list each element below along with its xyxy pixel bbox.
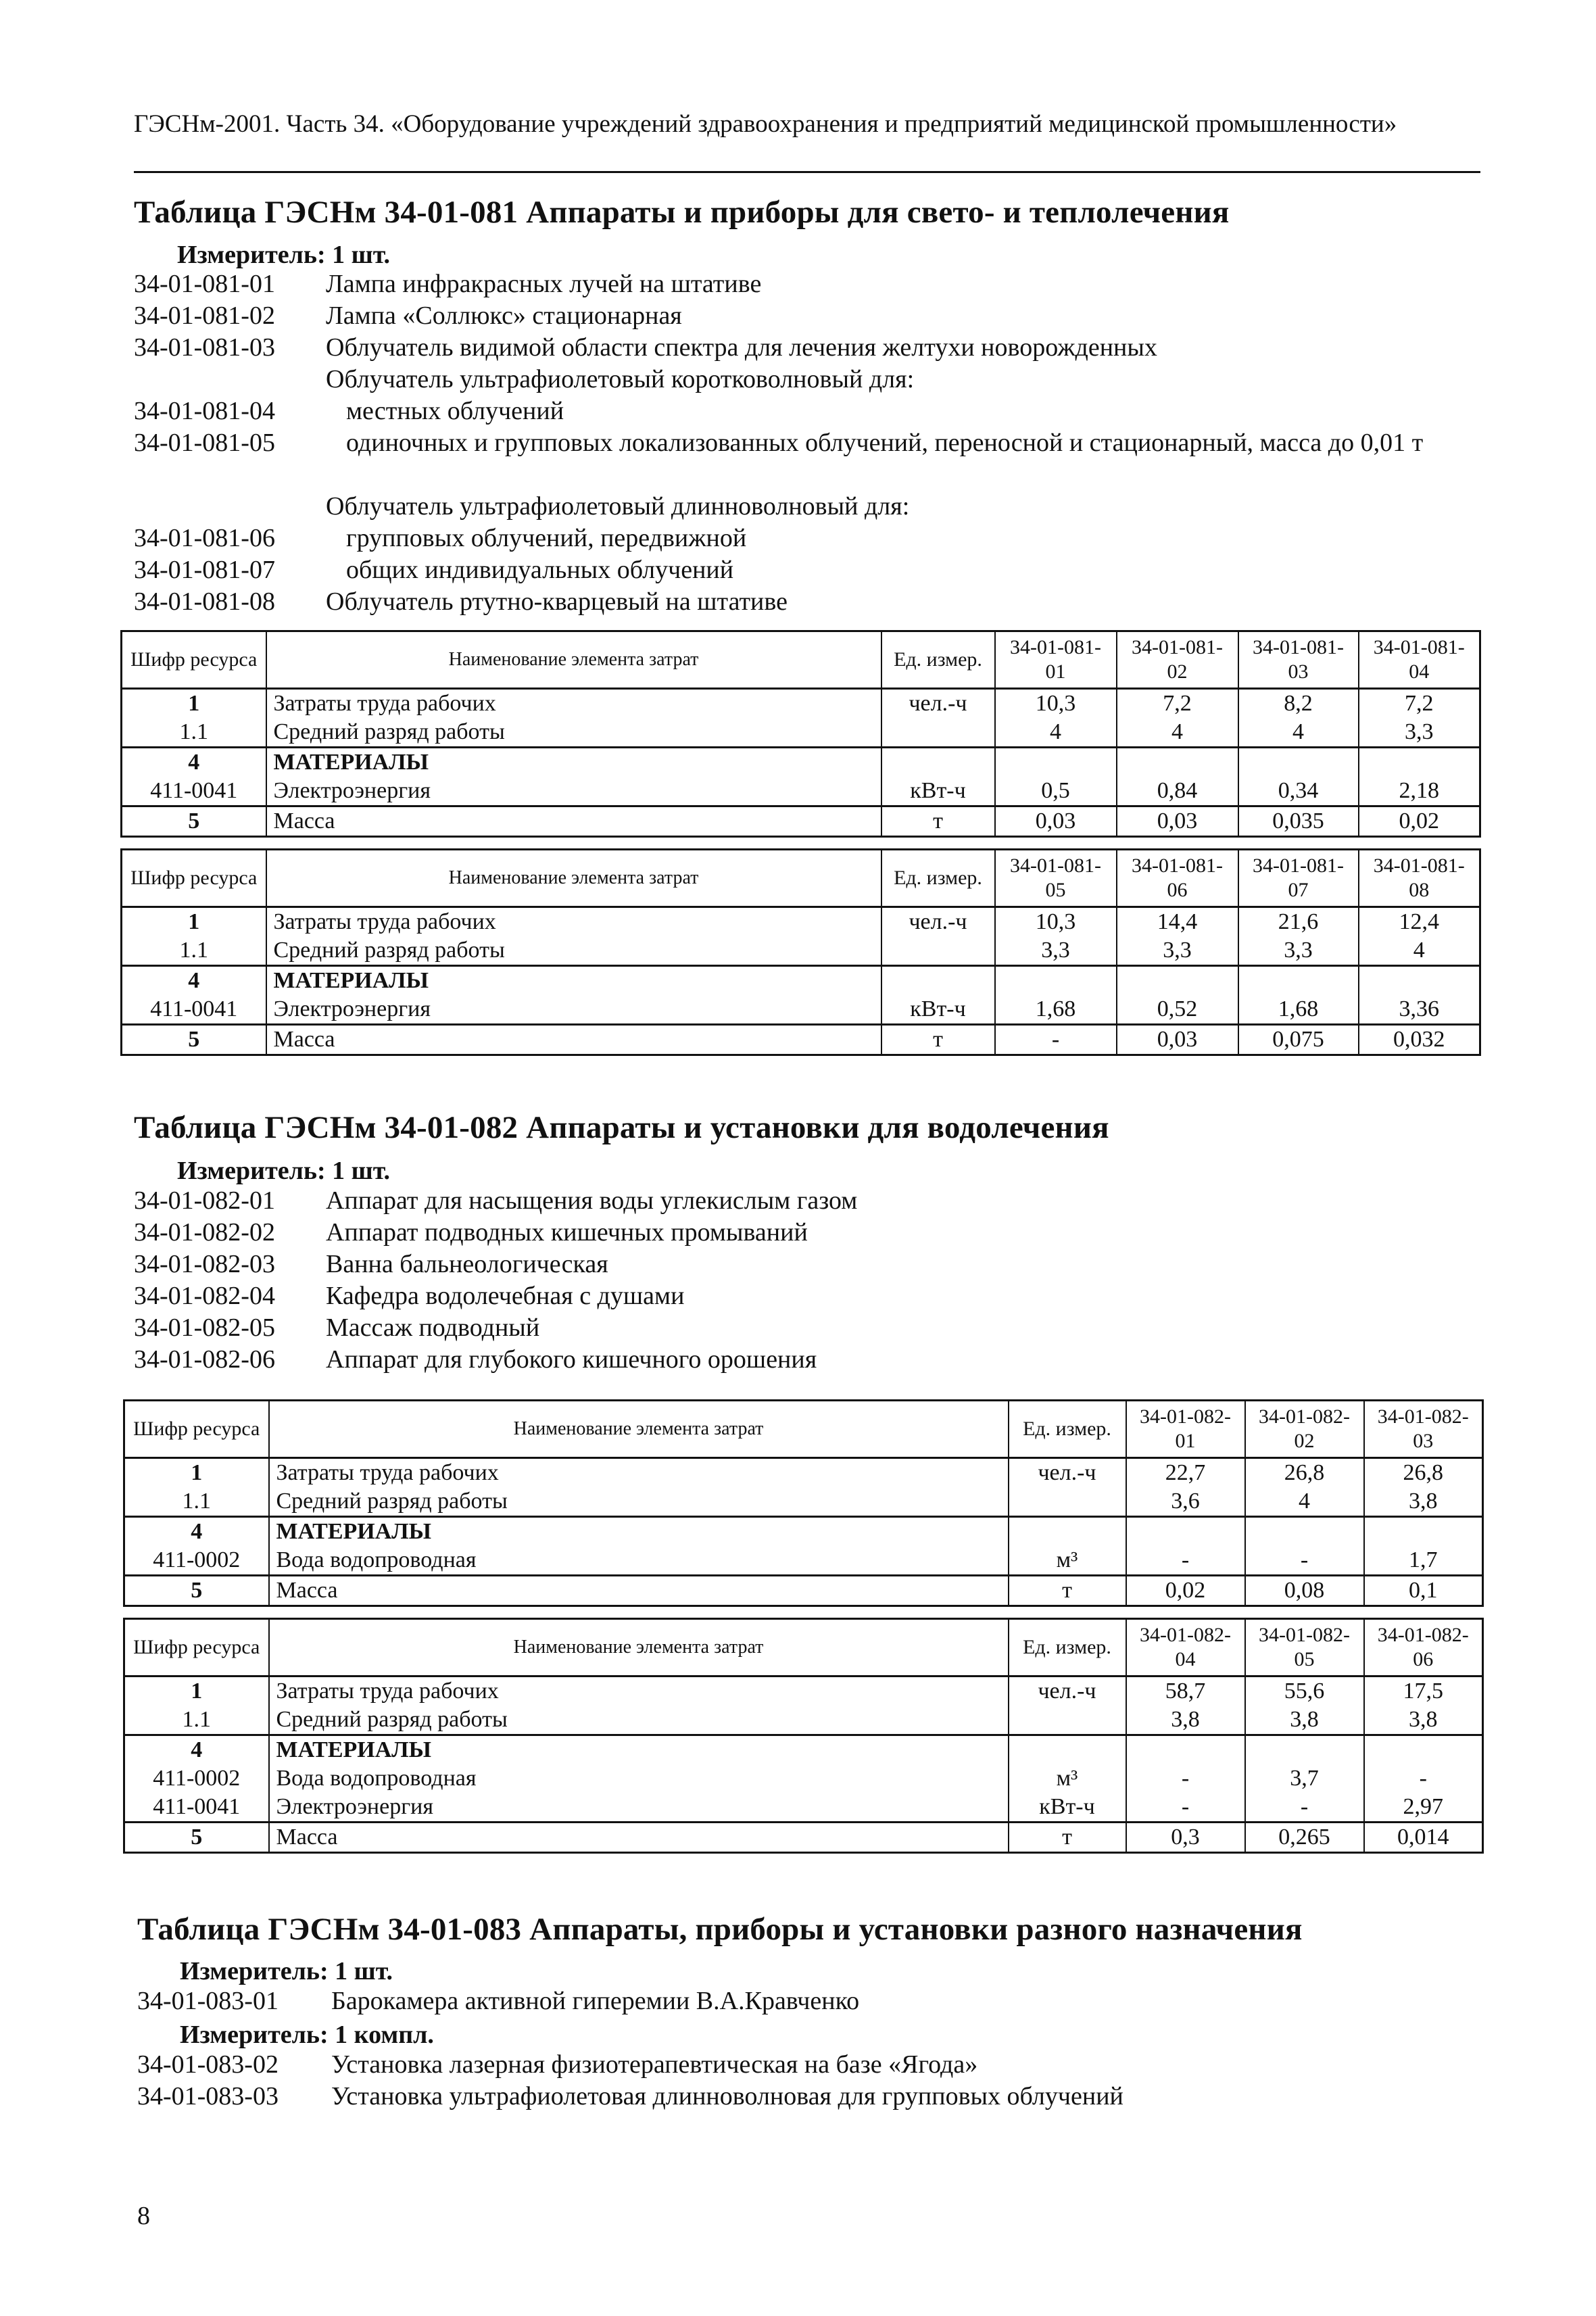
item-text: Лампа инфракрасных лучей на штативе [326, 270, 762, 298]
resource-table-082-b [123, 1618, 1484, 1854]
item-text: Кафедра водолечебная с душами [326, 1282, 685, 1310]
cell-code: 5 [124, 1576, 269, 1606]
table-row [122, 907, 1480, 937]
document-header: ГЭСНм-2001. Часть 34. «Оборудование учреждений здравоохранения и предприятий медицинской промышленности» [134, 110, 1397, 138]
table-row [122, 718, 1480, 748]
col-header-name: Наименование элемента затрат [269, 1619, 1009, 1676]
cell-value: - [1126, 1764, 1245, 1793]
cell-unit [881, 718, 995, 748]
cell-value: 10,3 [995, 689, 1117, 719]
col-header-unit: Ед. измер. [881, 631, 995, 689]
item-text: Установка ультрафиолетовая длинноволновая для групповых облучений [331, 2082, 1123, 2110]
cell-value [995, 966, 1117, 996]
cell-unit: т [1009, 1823, 1126, 1853]
cell-value: 58,7 [1126, 1676, 1245, 1706]
cell-code: 1.1 [124, 1487, 269, 1517]
cell-unit [881, 748, 995, 777]
col-header-norm: 34-01-082-04 [1126, 1619, 1245, 1676]
item-code: 34-01-082-01 [134, 1186, 275, 1215]
item-code: 34-01-082-03 [134, 1250, 275, 1278]
table-row [124, 1793, 1483, 1823]
item-code: 34-01-081-02 [134, 301, 275, 330]
cell-value: 4 [995, 718, 1117, 748]
cell-name: Затраты труда рабочих [266, 907, 881, 937]
cell-name: МАТЕРИАЛЫ [266, 966, 881, 996]
cell-unit: м³ [1009, 1546, 1126, 1576]
cell-value [1126, 1517, 1245, 1547]
col-header-norm: 34-01-081-03 [1238, 631, 1359, 689]
cell-value: 0,265 [1245, 1823, 1364, 1853]
col-header-norm: 34-01-081-05 [995, 850, 1117, 907]
item-text: Облучатель ртутно-кварцевый на штативе [326, 587, 788, 616]
cell-value: 0,035 [1238, 806, 1359, 837]
col-header-norm: 34-01-082-05 [1245, 1619, 1364, 1676]
table-row [124, 1764, 1483, 1793]
cell-value: 0,03 [1117, 806, 1238, 837]
cell-code: 411-0002 [124, 1546, 269, 1576]
col-header-norm: 34-01-081-04 [1359, 631, 1480, 689]
table-row [124, 1735, 1483, 1765]
cell-value: 26,8 [1245, 1458, 1364, 1488]
cell-value: 26,8 [1364, 1458, 1483, 1488]
cell-value: 3,3 [995, 936, 1117, 966]
col-header-code: Шифр ресурса [124, 1619, 269, 1676]
cell-unit: кВт-ч [1009, 1793, 1126, 1823]
cell-value: 7,2 [1359, 689, 1480, 719]
table-row [122, 1025, 1480, 1055]
table-row [124, 1676, 1483, 1706]
cell-value: 17,5 [1364, 1676, 1483, 1706]
cell-name: Затраты труда рабочих [269, 1676, 1009, 1706]
cell-value [995, 748, 1117, 777]
cell-value: 21,6 [1238, 907, 1359, 937]
cell-value: 7,2 [1117, 689, 1238, 719]
cell-value: 0,84 [1117, 777, 1238, 806]
col-header-norm: 34-01-081-01 [995, 631, 1117, 689]
cell-value [1238, 748, 1359, 777]
cell-value: 12,4 [1359, 907, 1480, 937]
cell-value: 4 [1245, 1487, 1364, 1517]
table-row [124, 1823, 1483, 1853]
cell-value: 0,3 [1126, 1823, 1245, 1853]
cell-value: - [1364, 1764, 1483, 1793]
cell-code: 4 [124, 1517, 269, 1547]
item-text: общих индивидуальных облучений [346, 556, 734, 584]
cell-value: 2,97 [1364, 1793, 1483, 1823]
col-header-norm: 34-01-082-01 [1126, 1401, 1245, 1458]
cell-value [1117, 748, 1238, 777]
cell-unit [1009, 1735, 1126, 1765]
cell-code: 1.1 [122, 936, 266, 966]
cell-value: 0,08 [1245, 1576, 1364, 1606]
cell-value: - [1126, 1793, 1245, 1823]
cell-value: 1,7 [1364, 1546, 1483, 1576]
table-row [124, 1517, 1483, 1547]
cell-value: 0,34 [1238, 777, 1359, 806]
cell-value: - [1245, 1793, 1364, 1823]
resource-table-081-b [120, 848, 1481, 1056]
cell-value: 0,1 [1364, 1576, 1483, 1606]
col-header-code: Шифр ресурса [122, 631, 266, 689]
col-header-code: Шифр ресурса [122, 850, 266, 907]
cell-code: 5 [122, 806, 266, 837]
cell-value [1126, 1735, 1245, 1765]
cell-value: 3,3 [1117, 936, 1238, 966]
header-divider [134, 171, 1480, 173]
item-text: Аппарат подводных кишечных промываний [326, 1218, 808, 1247]
cell-unit [881, 966, 995, 996]
table-row [124, 1576, 1483, 1606]
cell-unit: чел.-ч [881, 689, 995, 719]
cell-code: 1.1 [122, 718, 266, 748]
cell-value [1364, 1517, 1483, 1547]
cell-unit: т [881, 806, 995, 837]
cell-name: Электроэнергия [266, 995, 881, 1025]
cell-value: 8,2 [1238, 689, 1359, 719]
item-code: 34-01-083-02 [137, 2050, 279, 2079]
cell-code: 1 [124, 1458, 269, 1488]
cell-value: 4 [1117, 718, 1238, 748]
cell-unit: кВт-ч [881, 777, 995, 806]
cell-unit [881, 936, 995, 966]
cell-value: 3,3 [1238, 936, 1359, 966]
table-082-title: Таблица ГЭСНм 34-01-082 Аппараты и установки для водолечения [134, 1110, 1109, 1145]
table-header-row [122, 850, 1480, 907]
cell-value: 2,18 [1359, 777, 1480, 806]
table-083-unit-sets: Измеритель: 1 компл. [180, 2021, 434, 2049]
item-text: групповых облучений, передвижной [346, 524, 747, 552]
item-text: Аппарат для глубокого кишечного орошения [326, 1345, 817, 1374]
table-081-title: Таблица ГЭСНм 34-01-081 Аппараты и приборы для свето- и теплолечения [134, 195, 1230, 230]
col-header-norm: 34-01-082-02 [1245, 1401, 1364, 1458]
cell-value: 3,8 [1364, 1706, 1483, 1735]
cell-unit: т [881, 1025, 995, 1055]
cell-value: - [1245, 1546, 1364, 1576]
table-081-unit: Измеритель: 1 шт. [177, 241, 391, 269]
item-code: 34-01-082-04 [134, 1282, 275, 1310]
cell-value [1245, 1517, 1364, 1547]
cell-name: Масса [266, 1025, 881, 1055]
cell-value: 4 [1238, 718, 1359, 748]
list-item [134, 427, 1459, 491]
cell-name: Вода водопроводная [269, 1764, 1009, 1793]
cell-value [1359, 748, 1480, 777]
item-group-heading: Облучатель ультрафиолетовый длинноволновый для: [326, 492, 910, 521]
cell-code: 4 [122, 966, 266, 996]
cell-code: 1.1 [124, 1706, 269, 1735]
cell-unit: чел.-ч [881, 907, 995, 937]
cell-code: 411-0041 [124, 1793, 269, 1823]
item-code: 34-01-081-01 [134, 270, 275, 298]
cell-value: 0,014 [1364, 1823, 1483, 1853]
col-header-norm: 34-01-081-06 [1117, 850, 1238, 907]
cell-value: 14,4 [1117, 907, 1238, 937]
item-code: 34-01-081-07 [134, 556, 275, 584]
item-text: Установка лазерная физиотерапевтическая на базе «Ягода» [331, 2050, 978, 2079]
cell-value: - [1126, 1546, 1245, 1576]
cell-value: 0,02 [1359, 806, 1480, 837]
cell-value: 10,3 [995, 907, 1117, 937]
cell-unit: т [1009, 1576, 1126, 1606]
item-code: 34-01-081-05 [134, 429, 275, 457]
table-header-row [124, 1401, 1483, 1458]
col-header-code: Шифр ресурса [124, 1401, 269, 1458]
item-code: 34-01-081-06 [134, 524, 275, 552]
col-header-norm: 34-01-082-06 [1364, 1619, 1483, 1676]
item-code: 34-01-081-04 [134, 397, 275, 425]
cell-value [1359, 966, 1480, 996]
cell-name: Средний разряд работы [266, 718, 881, 748]
cell-code: 1 [124, 1676, 269, 1706]
item-text: одиночных и групповых локализованных облучений, переносной и стационарный, масса до 0,01 т [346, 429, 1424, 457]
cell-value: 0,032 [1359, 1025, 1480, 1055]
table-row [124, 1546, 1483, 1576]
page-number: 8 [137, 2202, 150, 2230]
cell-code: 411-0002 [124, 1764, 269, 1793]
cell-name: МАТЕРИАЛЫ [269, 1735, 1009, 1765]
cell-code: 1 [122, 689, 266, 719]
cell-value: 4 [1359, 936, 1480, 966]
table-row [122, 936, 1480, 966]
item-code: 34-01-083-01 [137, 1987, 279, 2015]
cell-unit: кВт-ч [881, 995, 995, 1025]
table-row [124, 1458, 1483, 1488]
table-row [122, 995, 1480, 1025]
cell-name: Средний разряд работы [266, 936, 881, 966]
cell-value: 0,075 [1238, 1025, 1359, 1055]
cell-value: 0,02 [1126, 1576, 1245, 1606]
cell-value: 1,68 [995, 995, 1117, 1025]
cell-value: 3,8 [1126, 1706, 1245, 1735]
cell-code: 5 [124, 1823, 269, 1853]
cell-name: МАТЕРИАЛЫ [266, 748, 881, 777]
cell-value [1364, 1735, 1483, 1765]
cell-name: Средний разряд работы [269, 1706, 1009, 1735]
cell-code: 411-0041 [122, 995, 266, 1025]
item-text: Облучатель видимой области спектра для лечения желтухи новорожденных [326, 333, 1157, 362]
cell-value: 0,03 [995, 806, 1117, 837]
table-header-row [122, 631, 1480, 689]
cell-name: Средний разряд работы [269, 1487, 1009, 1517]
cell-name: Масса [266, 806, 881, 837]
item-text: местных облучений [346, 397, 564, 425]
cell-unit [1009, 1517, 1126, 1547]
cell-value: - [995, 1025, 1117, 1055]
cell-value: 0,5 [995, 777, 1117, 806]
item-code: 34-01-081-03 [134, 333, 275, 362]
cell-value: 0,03 [1117, 1025, 1238, 1055]
resource-table-081-a [120, 630, 1481, 838]
item-group-heading: Облучатель ультрафиолетовый коротковолновый для: [326, 365, 915, 393]
cell-name: Затраты труда рабочих [266, 689, 881, 719]
table-row [124, 1706, 1483, 1735]
col-header-norm: 34-01-081-08 [1359, 850, 1480, 907]
cell-code: 4 [124, 1735, 269, 1765]
cell-value [1245, 1735, 1364, 1765]
cell-value [1117, 966, 1238, 996]
cell-name: Масса [269, 1823, 1009, 1853]
cell-unit: чел.-ч [1009, 1458, 1126, 1488]
cell-value: 22,7 [1126, 1458, 1245, 1488]
cell-value [1238, 966, 1359, 996]
col-header-norm: 34-01-081-07 [1238, 850, 1359, 907]
item-code: 34-01-082-02 [134, 1218, 275, 1247]
cell-code: 1 [122, 907, 266, 937]
cell-value: 1,68 [1238, 995, 1359, 1025]
col-header-name: Наименование элемента затрат [266, 631, 881, 689]
cell-value: 3,7 [1245, 1764, 1364, 1793]
item-text: Барокамера активной гиперемии В.А.Кравченко [331, 1987, 860, 2015]
item-code: 34-01-083-03 [137, 2082, 279, 2110]
table-083-title: Таблица ГЭСНм 34-01-083 Аппараты, приборы и установки разного назначения [137, 1912, 1303, 1947]
cell-value: 3,3 [1359, 718, 1480, 748]
col-header-unit: Ед. измер. [1009, 1401, 1126, 1458]
item-text: Ванна бальнеологическая [326, 1250, 608, 1278]
cell-unit [1009, 1487, 1126, 1517]
table-row [122, 806, 1480, 837]
cell-name: Затраты труда рабочих [269, 1458, 1009, 1488]
table-row [122, 777, 1480, 806]
cell-unit: м³ [1009, 1764, 1126, 1793]
cell-unit: чел.-ч [1009, 1676, 1126, 1706]
table-row [124, 1487, 1483, 1517]
cell-code: 411-0041 [122, 777, 266, 806]
cell-name: Электроэнергия [269, 1793, 1009, 1823]
col-header-unit: Ед. измер. [881, 850, 995, 907]
cell-name: Вода водопроводная [269, 1546, 1009, 1576]
cell-name: Электроэнергия [266, 777, 881, 806]
cell-name: МАТЕРИАЛЫ [269, 1517, 1009, 1547]
col-header-unit: Ед. измер. [1009, 1619, 1126, 1676]
cell-code: 4 [122, 748, 266, 777]
col-header-norm: 34-01-081-02 [1117, 631, 1238, 689]
cell-value: 55,6 [1245, 1676, 1364, 1706]
cell-name: Масса [269, 1576, 1009, 1606]
item-code: 34-01-082-06 [134, 1345, 275, 1374]
cell-unit [1009, 1706, 1126, 1735]
cell-value: 3,8 [1364, 1487, 1483, 1517]
item-code: 34-01-082-05 [134, 1313, 275, 1342]
resource-table-082-a [123, 1399, 1484, 1607]
cell-value: 3,8 [1245, 1706, 1364, 1735]
table-082-unit: Измеритель: 1 шт. [177, 1157, 391, 1185]
table-header-row [124, 1619, 1483, 1676]
cell-code: 5 [122, 1025, 266, 1055]
cell-value: 3,36 [1359, 995, 1480, 1025]
cell-value: 0,52 [1117, 995, 1238, 1025]
item-text: Аппарат для насыщения воды углекислым газом [326, 1186, 858, 1215]
table-row [122, 966, 1480, 996]
table-row [122, 748, 1480, 777]
col-header-norm: 34-01-082-03 [1364, 1401, 1483, 1458]
col-header-name: Наименование элемента затрат [269, 1401, 1009, 1458]
table-row [122, 689, 1480, 719]
cell-value: 3,6 [1126, 1487, 1245, 1517]
item-text: Лампа «Соллюкс» стационарная [326, 301, 682, 330]
item-code: 34-01-081-08 [134, 587, 275, 616]
table-083-unit-pieces: Измеритель: 1 шт. [180, 1957, 393, 1985]
item-text: Массаж подводный [326, 1313, 540, 1342]
col-header-name: Наименование элемента затрат [266, 850, 881, 907]
